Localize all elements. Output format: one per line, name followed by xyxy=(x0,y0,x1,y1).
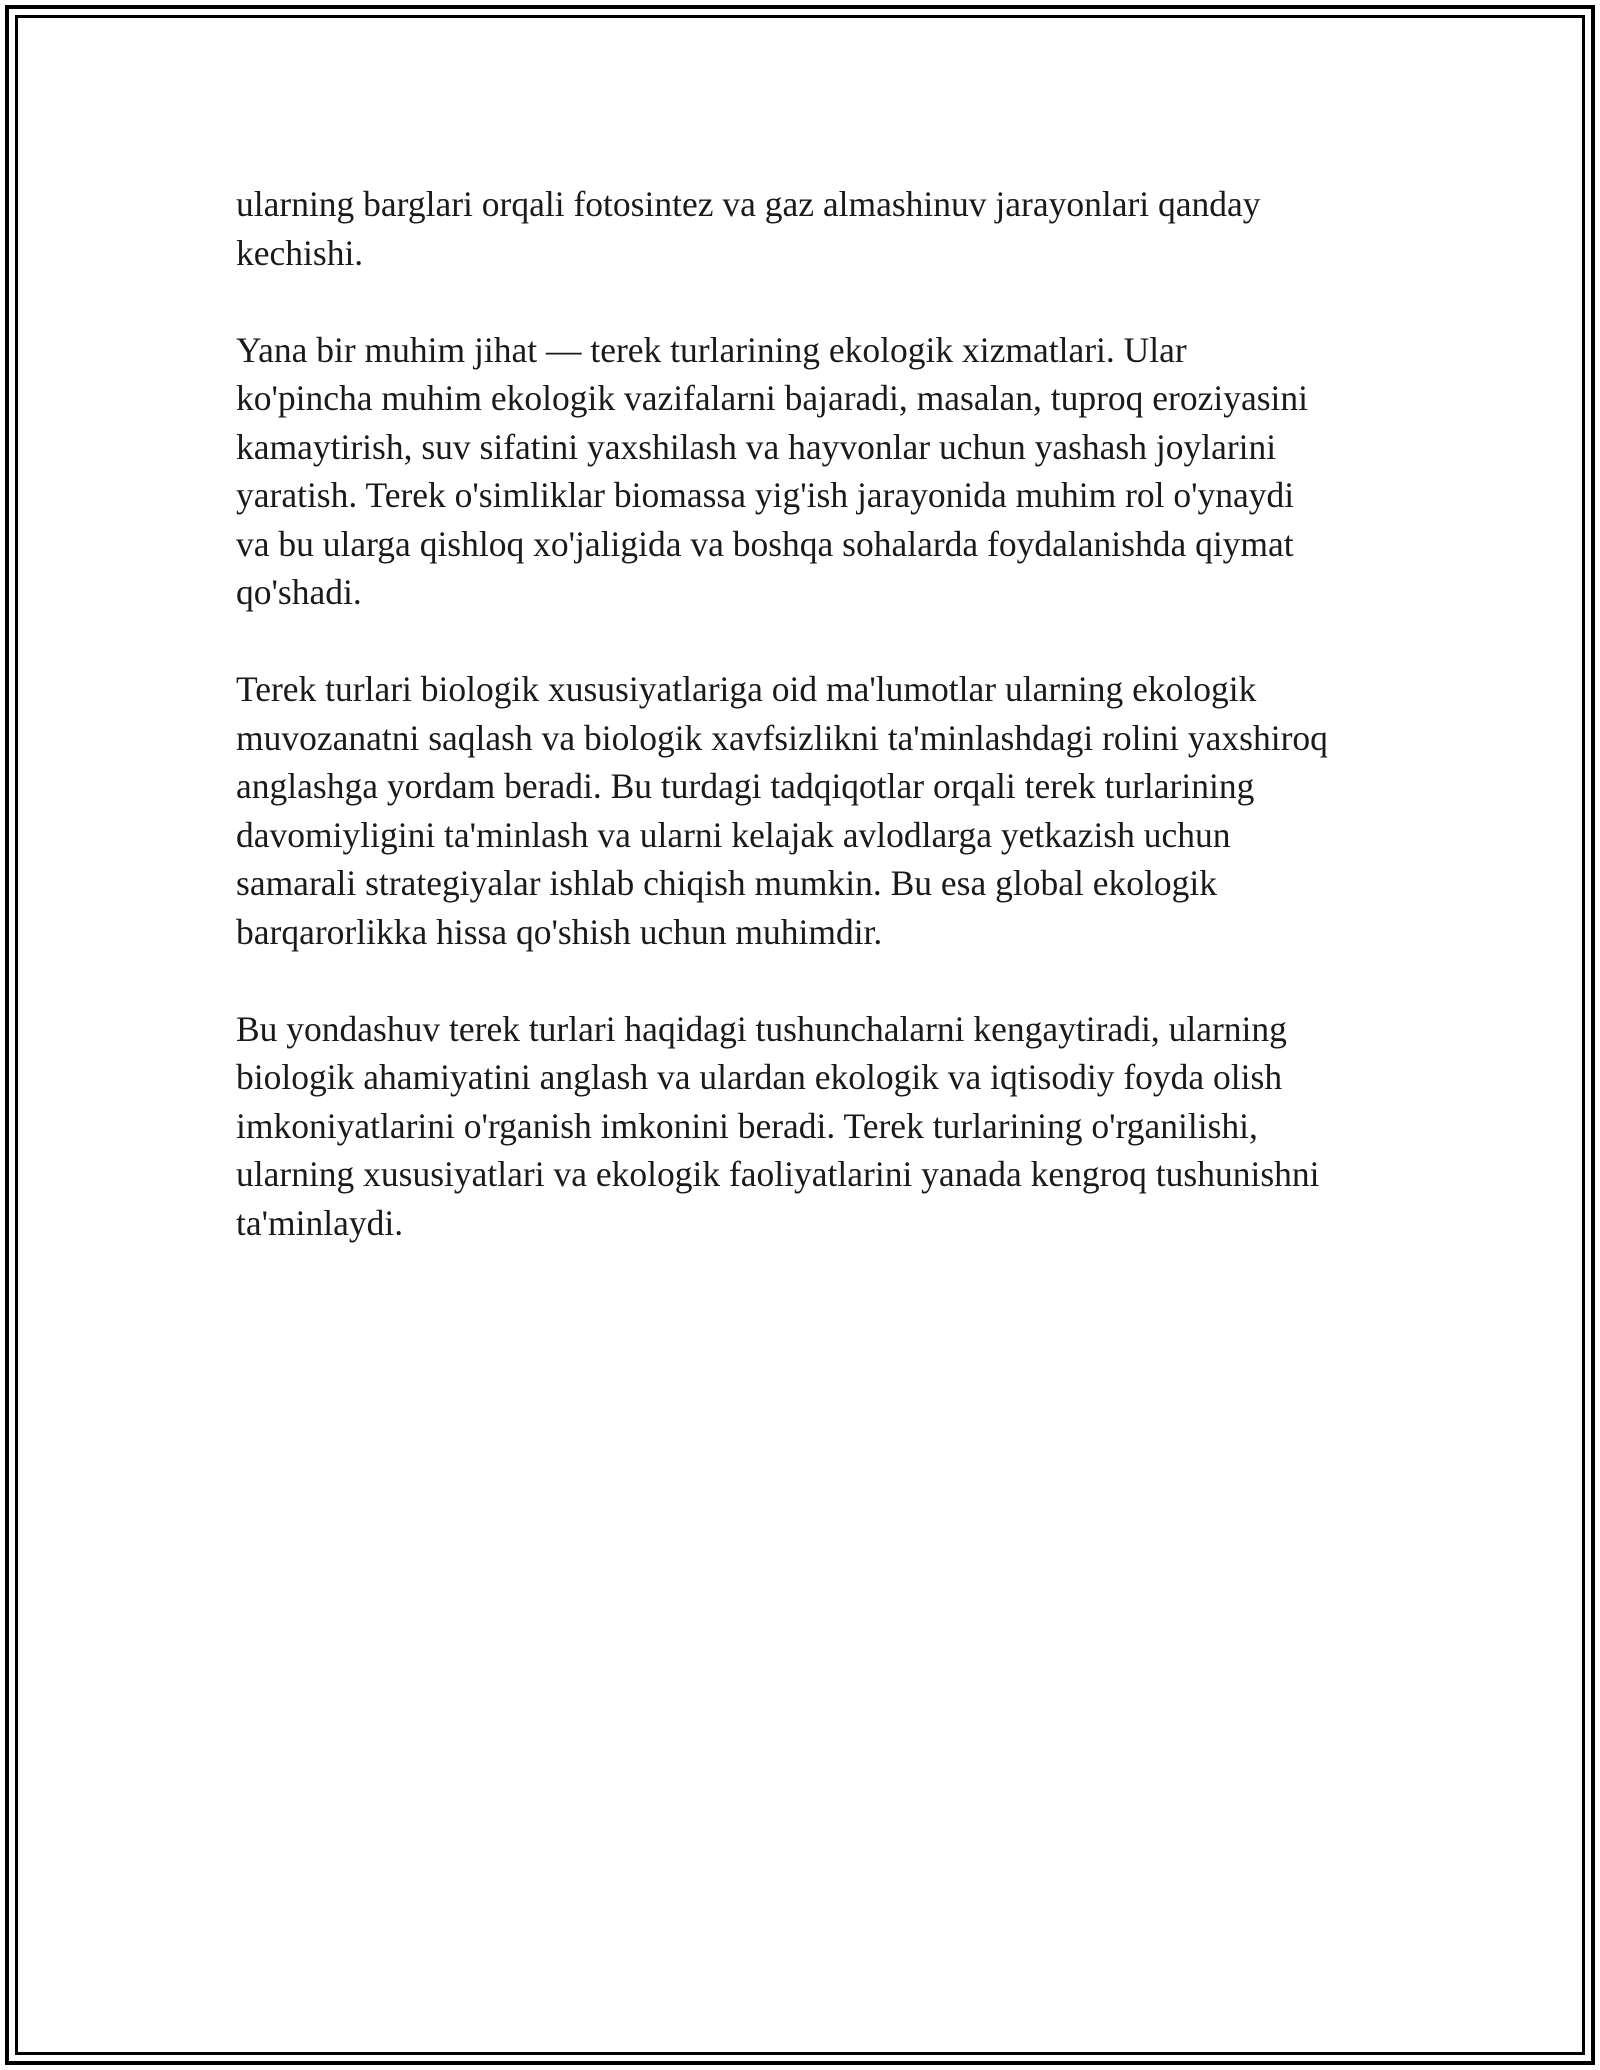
paragraph-approach: Bu yondashuv terek turlari haqidagi tushunchalarni kengaytiradi, ularning biologik ahamiyatini anglash va ulardan ekologik va iqtisodiy foyda olish imkoniyatlarini o'rganish imkonini beradi. Terek turlarining o'rganilishi, ularning xususiyatlari va ekologik faoliyatlarini yanada kengroq tushunishni ta'minlaydi. xyxy=(236,1008,1320,1243)
document-body xyxy=(236,180,1406,1296)
paragraph-ecological-services: Yana bir muhim jihat — terek turlarining ekologik xizmatlari. Ular ko'pincha muhim ekologik vazifalarni bajaradi, masalan, tuproq eroziyasini kamaytirish, suv sifatini yaxshilash va hayvonlar uchun yashash joylarini yaratish. Terek o'simliklar biomassa yig'ish jarayonida muhim rol o'ynaydi va bu ularga qishloq xo'jaligida va boshqa sohalarda foydalanishda qiymat qo'shadi. xyxy=(236,329,1309,612)
paragraph-biological-properties: Terek turlari biologik xususiyatlariga oid ma'lumotlar ularning ekologik muvozanatni saqlash va biologik xavfsizlikni ta'minlashdagi rolini yaxshiroq anglashga yordam beradi. Bu turdagi tadqiqotlar orqali terek turlarining davomiyligini ta'minlash va ularni kelajak avlodlarga yetkazish uchun samarali strategiyalar ishlab chiqish mumkin. Bu esa global ekologik barqarorlikka hissa qo'shish uchun muhimdir. xyxy=(236,669,1328,952)
paragraph-photosynthesis: ularning barglari orqali fotosintez va gaz almashinuv jarayonlari qanday kechishi. xyxy=(236,184,1261,273)
